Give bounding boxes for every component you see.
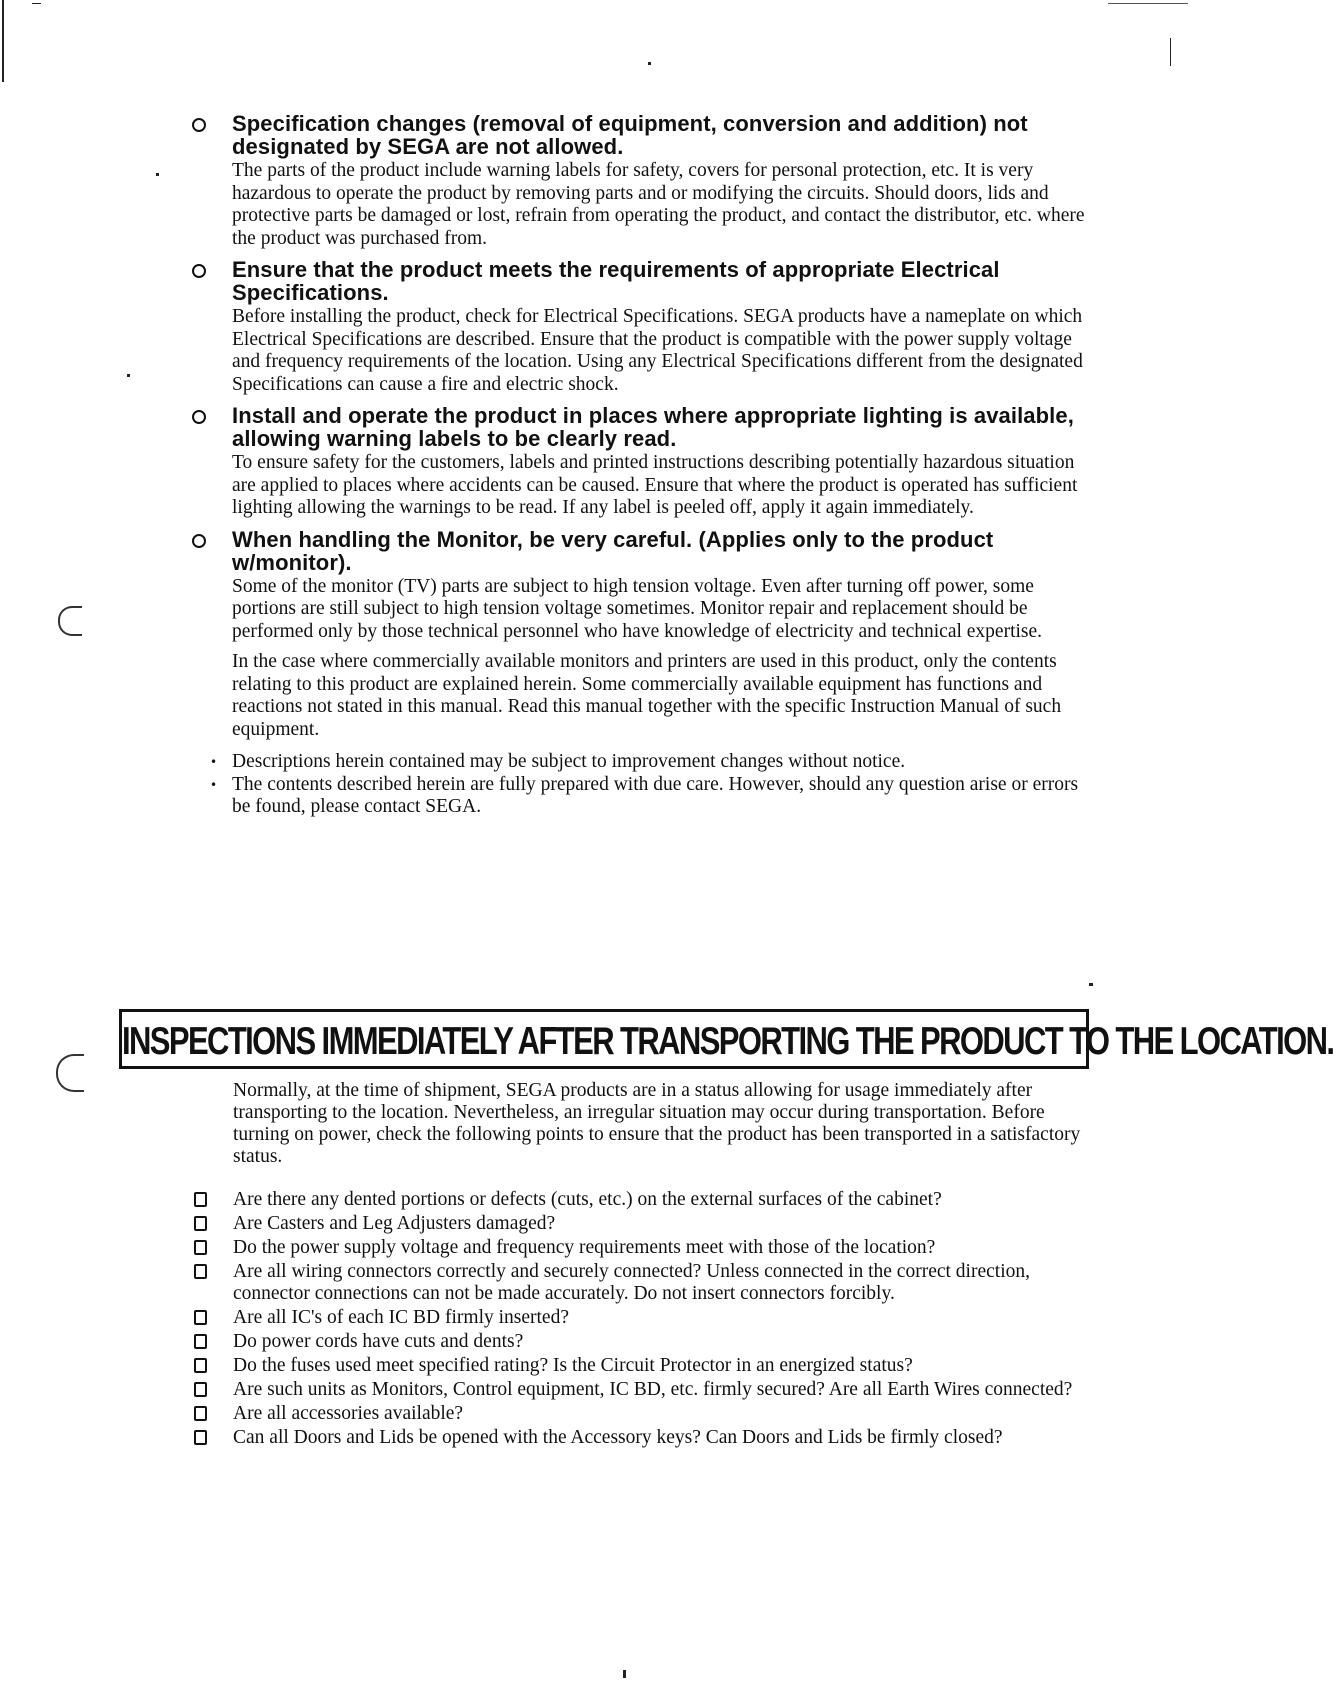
- notice-monitor-handling: [190, 528, 1095, 742]
- scan-dot: [648, 62, 651, 65]
- checkbox-icon: [194, 1382, 207, 1397]
- circle-bullet-icon: [192, 410, 206, 424]
- section-title-box: [119, 1009, 1333, 1069]
- checklist-item-text: Are there any dented portions or defects (cuts, etc.) on the external surfaces of the cabinet?: [233, 1189, 942, 1210]
- checklist-item: [190, 1189, 1095, 1211]
- checklist-item: [190, 1427, 1095, 1449]
- section-title: INSPECTIONS IMMEDIATELY AFTER TRANSPORTING THE PRODUCT TO THE LOCATION.: [122, 1019, 1333, 1063]
- notice-body: To ensure safety for the customers, labels and printed instructions describing potentially hazardous situation are applied to places where accidents can be caused. Ensure that where the product is operated has sufficient lighting allowing the warnings to be read. If any label is peeled off, apply it again immediately.: [232, 452, 1078, 518]
- scan-right-edge-mark: [1170, 38, 1171, 66]
- circle-bullet-icon: [192, 534, 206, 548]
- checklist-item-text: Can all Doors and Lids be opened with the Accessory keys? Can Doors and Lids be firmly closed?: [233, 1427, 1003, 1448]
- notice-heading: Ensure that the product meets the requirements of appropriate Electrical Specifications.: [232, 257, 1000, 305]
- checklist-item-text: Do the fuses used meet specified rating? Is the Circuit Protector in an energized status?: [233, 1355, 913, 1376]
- binder-hole-mark: [58, 606, 82, 636]
- checklist-item: [190, 1331, 1095, 1353]
- circle-bullet-icon: [192, 118, 206, 132]
- inspection-checklist: [190, 1189, 1095, 1451]
- scan-dot: [1089, 983, 1093, 986]
- circle-bullet-icon: [192, 264, 206, 278]
- safety-notices: [190, 112, 1095, 819]
- checklist-item-text: Do power cords have cuts and dents?: [233, 1331, 524, 1352]
- checklist-item-text: Are such units as Monitors, Control equipment, IC BD, etc. firmly secured? Are all Earth Wires connected?: [233, 1379, 1073, 1400]
- notice-heading: Install and operate the product in places where appropriate lighting is available, allowing warning labels to be clearly read.: [232, 403, 1074, 451]
- checkbox-icon: [194, 1358, 207, 1373]
- scan-dot: [156, 173, 159, 176]
- bullet-dot-icon: •: [210, 755, 218, 769]
- checklist-item: [190, 1261, 1095, 1305]
- notice-body-additional: In the case where commercially available monitors and printers are used in this product, only the contents relating to this product are explained herein. Some commercially available equipment has functions and reactions not stated in this manual. Read this manual together with the specific Instruction Manual of such equipment.: [232, 651, 1062, 740]
- footnote-text: The contents described herein are fully prepared with due care. However, should any question arise or errors be found, please contact SEGA.: [232, 773, 1079, 817]
- checkbox-icon: [194, 1216, 207, 1231]
- notice-body: The parts of the product include warning labels for safety, covers for personal protection, etc. It is very hazardous to operate the product by removing parts and or modifying the circuits. Should doors, lids and protective parts be damaged or lost, refrain from operating the product, and contact the distributor, etc. where the product was purchased from.: [232, 160, 1085, 249]
- binder-hole-mark: [56, 1054, 84, 1092]
- notice-body: Some of the monitor (TV) parts are subject to high tension voltage. Even after turning off power, some portions are still subject to high tension voltage sometimes. Monitor repair and replacement should be performed only by those technical personnel who have knowledge of electricity and technical expertise.: [232, 575, 1043, 642]
- notice-heading: When handling the Monitor, be very careful. (Applies only to the product w/monitor).: [232, 526, 994, 575]
- notice-specification-changes: [190, 112, 1095, 250]
- section-intro: Normally, at the time of shipment, SEGA products are in a status allowing for usage immediately after transporting to the location. Nevertheless, an irregular situation may occur during transportation. Before turning on power, check the following points to ensure that the product has been transported in a satisfactory status.: [233, 1080, 1081, 1167]
- checklist-item: [190, 1355, 1095, 1377]
- checkbox-icon: [194, 1240, 207, 1255]
- checkbox-icon: [194, 1430, 207, 1445]
- checkbox-icon: [194, 1334, 207, 1349]
- bullet-dot-icon: •: [210, 777, 218, 792]
- checklist-item: [190, 1379, 1095, 1401]
- footnote-item: [210, 773, 1095, 819]
- checklist-item-text: Are Casters and Leg Adjusters damaged?: [233, 1213, 556, 1234]
- checkbox-icon: [194, 1192, 207, 1207]
- checklist-item-text: Do the power supply voltage and frequency requirements meet with those of the location?: [233, 1237, 936, 1258]
- footnote-item: [210, 751, 1095, 774]
- notice-lighting: [190, 404, 1095, 520]
- scan-dot: [623, 1670, 626, 1678]
- checklist-item: [190, 1307, 1095, 1329]
- checkbox-icon: [194, 1264, 207, 1279]
- scan-top-right-dash: [1108, 3, 1188, 4]
- scan-left-edge-line: [2, 0, 4, 82]
- checklist-item: [190, 1403, 1095, 1425]
- footnote-text: Descriptions herein contained may be subject to improvement changes without notice.: [232, 751, 906, 772]
- checklist-item-text: Are all accessories available?: [233, 1403, 464, 1424]
- checklist-item: [190, 1237, 1095, 1259]
- checklist-item-text: Are all IC's of each IC BD firmly inserted?: [233, 1307, 569, 1328]
- checkbox-icon: [194, 1406, 207, 1421]
- checklist-item-text: Are all wiring connectors correctly and securely connected? Unless connected in the correct direction, connector connections can not be made accurately. Do not insert connectors forcibly.: [233, 1261, 1030, 1304]
- scan-dot: [127, 374, 130, 377]
- notice-body: Before installing the product, check for Electrical Specifications. SEGA products have a nameplate on which Electrical Specifications are described. Ensure that the product is compatible with the power supply voltage and frequency requirements of the location. Using any Electrical Specifications different from the designated Specifications can cause a fire and electric shock.: [232, 306, 1083, 395]
- checkbox-icon: [194, 1310, 207, 1325]
- notice-electrical-specifications: [190, 258, 1095, 396]
- checklist-item: [190, 1213, 1095, 1235]
- notice-heading: Specification changes (removal of equipment, conversion and addition) not designated by SEGA are not allowed.: [232, 111, 1028, 159]
- scan-top-left-dash: [32, 3, 41, 4]
- footnote-list: [190, 751, 1095, 819]
